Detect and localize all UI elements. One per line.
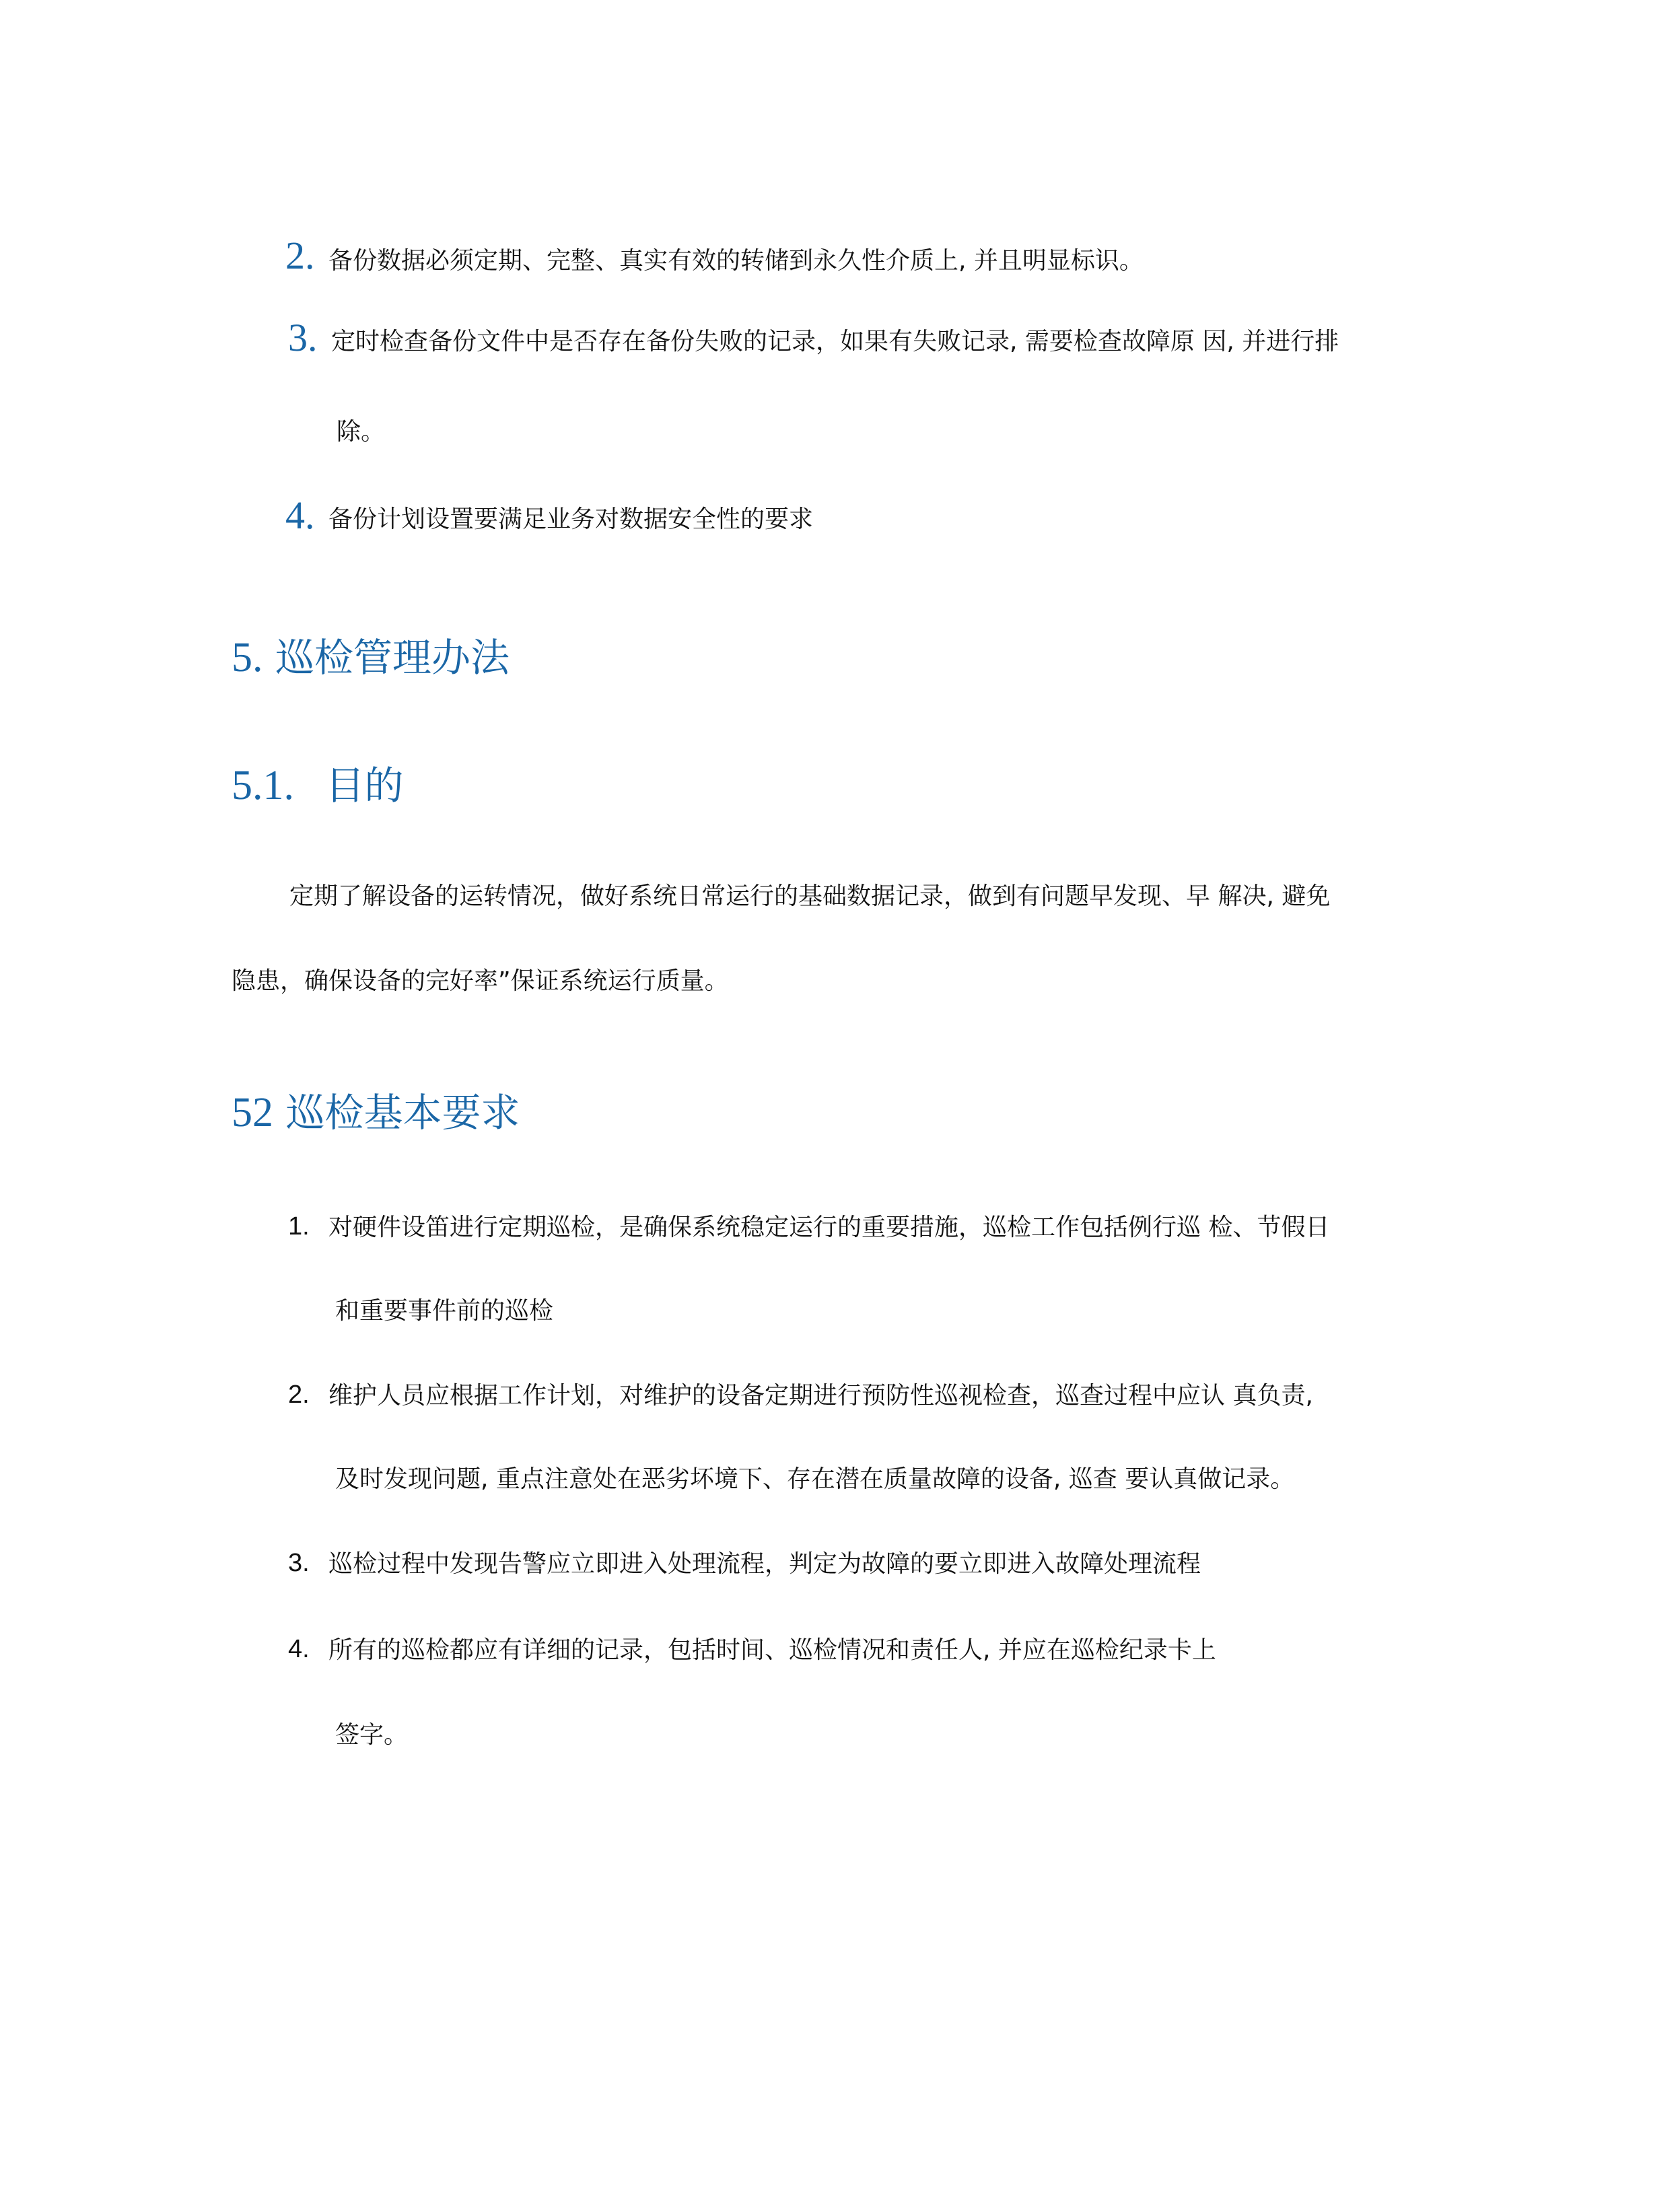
list-number: 4. <box>285 493 315 537</box>
section-heading-5-2 <box>232 1089 520 1136</box>
list-item-text: 所有的巡检都应有详细的记录，包括时间、巡检情况和责任人, 并应在巡检纪录卡上 <box>328 1636 1216 1664</box>
list-number: 2. <box>285 234 315 277</box>
heading-title: 目的 <box>325 763 404 808</box>
heading-number: 52 <box>232 1090 273 1136</box>
list-number: 3. <box>288 316 318 359</box>
list-item-text: 备份数据必须定期、完整、真实有效的转储到永久性介质上, 并且明显标识。 <box>328 247 1144 275</box>
paragraph-line: 隐患，确保设备的完好率”保证系统运行质量。 <box>232 967 729 995</box>
list-item-text: 定时检查备份文件中是否存在备份失败的记录，如果有失败记录, 需要检查故障原 因, 并进行排 <box>331 328 1339 355</box>
list-item-text-continued: 和重要事件前的巡检 <box>335 1297 554 1325</box>
section-heading-5 <box>232 634 510 681</box>
list-item-text-continued: 签字。 <box>335 1721 409 1749</box>
list-number: 1. <box>288 1212 310 1241</box>
list-number: 2. <box>288 1381 310 1409</box>
paragraph-line: 定期了解设备的运转情况，做好系统日常运行的基础数据记录，做到有问题早发现、早 解决, 避免 <box>289 882 1331 910</box>
list-item-text: 维护人员应根据工作计划，对维护的设备定期进行预防性巡视检查，巡查过程中应认 真负责, <box>328 1382 1313 1409</box>
heading-title: 巡检管理办法 <box>275 635 510 681</box>
list-number: 3. <box>288 1549 310 1577</box>
list-item-text: 对硬件设笛进行定期巡检，是确保系统稳定运行的重要措施，巡检工作包括例行巡 检、节假日 <box>328 1214 1330 1241</box>
section-heading-5-1 <box>232 762 403 809</box>
heading-number: 5. <box>232 635 263 681</box>
list-item-text: 巡检过程中发现告警应立即进入处理流程，判定为故障的要立即进入故障处理流程 <box>328 1550 1201 1578</box>
heading-number: 5.1. <box>232 763 294 808</box>
list-item-text-continued: 及时发现问题, 重点注意处在恶劣坏境下、存在潜在质量故障的设备, 巡查 要认真做记录。 <box>335 1465 1295 1493</box>
list-item-text-continued: 除。 <box>337 418 386 446</box>
heading-title: 巡检基本要求 <box>285 1090 520 1136</box>
list-number: 4. <box>288 1635 310 1663</box>
list-item-text: 备份计划设置要满足业务对数据安全性的要求 <box>328 506 814 533</box>
